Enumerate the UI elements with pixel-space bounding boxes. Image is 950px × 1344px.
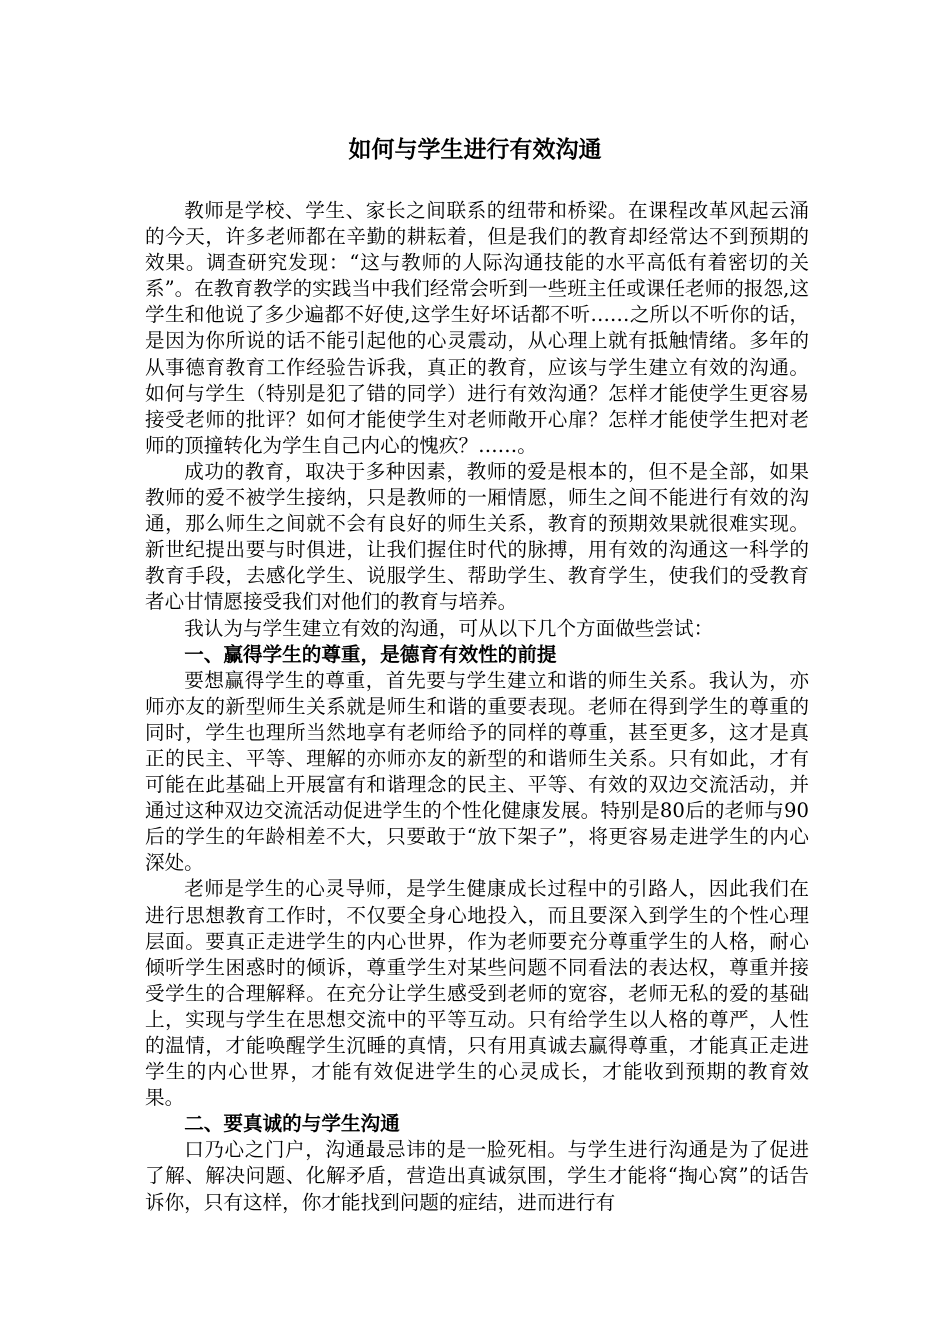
section-heading-2: 二、要真诚的与学生沟通 (184, 1112, 400, 1136)
paragraph-sincere: 口乃心之门户，沟通最忌讳的是一脸死相。与学生进行沟通是为了促进了解、解决问题、化解矛盾，营造出真诚氛围，学生才能将“掏心窝”的话告诉你，只有这样，你才能找到问题的症结，进而进行有 (145, 1138, 809, 1214)
paragraph-respect: 要想赢得学生的尊重，首先要与学生建立和谐的师生关系。我认为，亦师亦友的新型师生关系就是师生和谐的重要表现。老师在得到学生的尊重的同时，学生也理所当然地享有老师给予的同样的尊重，甚至更多，这才是真正的民主、平等、理解的亦师亦友的新型的和谐师生关系。只有如此，才有可能在此基础上开展富有和谐理念的民主、平等、有效的双边交流活动，并通过这种双边交流活动促进学生的个性化健康发展。特别是80后的老师与90后的学生的年龄相差不大，只要敢于“放下架子”，将更容易走进学生的内心深处。 (145, 668, 809, 875)
document-title: 如何与学生进行有效沟通 (348, 137, 602, 163)
section-heading-1: 一、赢得学生的尊重，是德育有效性的前提 (184, 642, 557, 666)
paragraph-success: 成功的教育，取决于多种因素，教师的爱是根本的，但不是全部，如果教师的爱不被学生接纳，只是教师的一厢情愿，师生之间不能进行有效的沟通，那么师生之间就不会有良好的师生关系，教育的预期效果就很难实现。新世纪提出要与时俱进，让我们握住时代的脉搏，用有效的沟通这一科学的教育手段，去感化学生、说服学生、帮助学生、教育学生，使我们的受教育者心甘情愿接受我们对他们的教育与培养。 (145, 459, 809, 614)
paragraph-mentor: 老师是学生的心灵导师，是学生健康成长过程中的引路人，因此我们在进行思想教育工作时，不仅要全身心地投入，而且要深入到学生的个性心理层面。要真正走进学生的内心世界，作为老师要充分尊重学生的人格，耐心倾听学生困惑时的倾诉，尊重学生对某些问题不同看法的表达权，尊重并接受学生的合理解释。在充分让学生感受到老师的宽容，老师无私的爱的基础上，实现与学生在思想交流中的平等互动。只有给学生以人格的尊严，人性的温情，才能唤醒学生沉睡的真情，只有用真诚去赢得尊重，才能真正走进学生的内心世界，才能有效促进学生的心灵成长，才能收到预期的教育效果。 (145, 877, 809, 1110)
document-body (145, 198, 809, 1216)
paragraph-intro: 教师是学校、学生、家长之间联系的纽带和桥梁。在课程改革风起云涌的今天，许多老师都在辛勤的耕耘着，但是我们的教育却经常达不到预期的效果。调查研究发现：“这与教师的人际沟通技能的水平高低有着密切的关系”。在教育教学的实践当中我们经常会听到一些班主任或课任老师的报怨,这学生和他说了多少遍都不好使,这学生好坏话都不听……之所以不听你的话，是因为你所说的话不能引起他的心灵震动，从心理上就有抵触情绪。多年的从事德育教育工作经验告诉我，真正的教育，应该与学生建立有效的沟通。如何与学生（特别是犯了错的同学）进行有效沟通？怎样才能使学生更容易接受老师的批评？如何才能使学生对老师敞开心扉？怎样才能使学生把对老师的顶撞转化为学生自己内心的愧疚？……。 (145, 199, 809, 457)
paragraph-approach: 我认为与学生建立有效的沟通，可从以下几个方面做些尝试： (184, 616, 714, 640)
